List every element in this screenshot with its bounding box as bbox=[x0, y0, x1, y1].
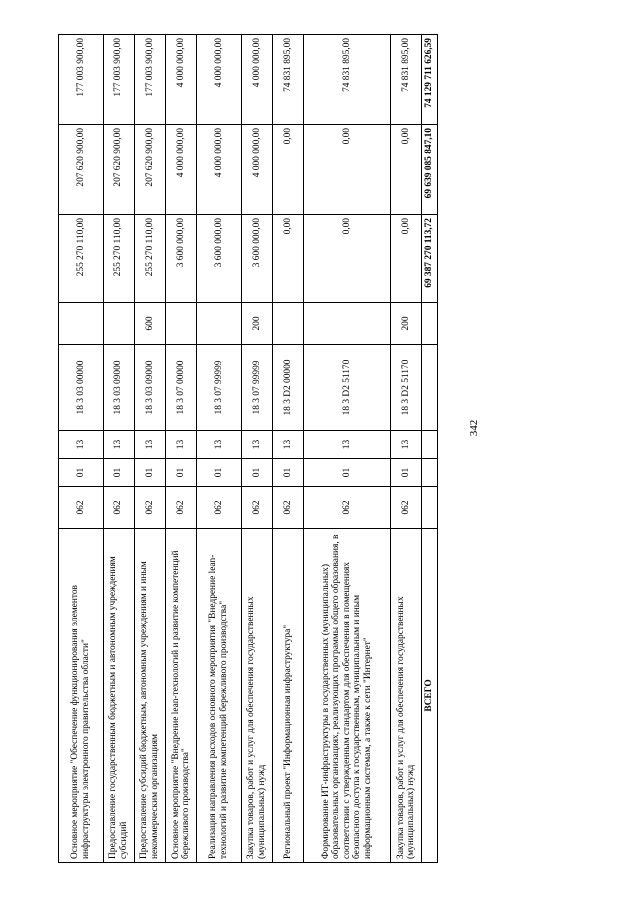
row-year2: 0,00 bbox=[272, 125, 303, 215]
total-year1: 69 387 270 113,72 bbox=[422, 215, 438, 303]
row-name: Реализация направления расходов основного мероприятия "Внедрение lean-технологий и развитие компетенций бережливого производства" bbox=[197, 529, 242, 863]
row-year3: 74 831 895,00 bbox=[391, 35, 422, 125]
row-year3: 177 003 900,00 bbox=[103, 35, 134, 125]
row-vr: 200 bbox=[391, 303, 422, 345]
row-name: Региональный проект "Информационная инфраструктура" bbox=[272, 529, 303, 863]
row-vr bbox=[304, 303, 391, 345]
row-pr: 13 bbox=[103, 431, 134, 459]
total-row bbox=[422, 35, 438, 863]
table-row bbox=[272, 35, 303, 863]
table-rotation-frame bbox=[58, 35, 438, 863]
row-year3: 74 831 895,00 bbox=[272, 35, 303, 125]
row-year2: 207 620 900,00 bbox=[103, 125, 134, 215]
row-grbs: 062 bbox=[197, 487, 242, 529]
total-blank-grbs bbox=[422, 487, 438, 529]
row-grbs: 062 bbox=[241, 487, 272, 529]
table-row bbox=[134, 35, 165, 863]
row-name: Предоставление субсидий бюджетным, автономным учреждениям и иным некоммерческим организациям bbox=[134, 529, 165, 863]
row-pr: 13 bbox=[391, 431, 422, 459]
table-row bbox=[391, 35, 422, 863]
total-label: ВСЕГО bbox=[422, 529, 438, 863]
row-vr bbox=[165, 303, 196, 345]
row-name: Основное мероприятие "Внедрение lean-технологий и развитие компетенций бережливого производства" bbox=[165, 529, 196, 863]
row-vr bbox=[272, 303, 303, 345]
row-year2: 207 620 900,00 bbox=[134, 125, 165, 215]
row-vr: 600 bbox=[134, 303, 165, 345]
row-year2: 207 620 900,00 bbox=[59, 125, 104, 215]
row-year3: 177 003 900,00 bbox=[134, 35, 165, 125]
row-year2: 4 000 000,00 bbox=[197, 125, 242, 215]
row-pr: 13 bbox=[272, 431, 303, 459]
row-year3: 4 000 000,00 bbox=[165, 35, 196, 125]
row-grbs: 062 bbox=[103, 487, 134, 529]
table-row bbox=[304, 35, 391, 863]
row-year3: 4 000 000,00 bbox=[241, 35, 272, 125]
table-row bbox=[59, 35, 104, 863]
row-rz: 01 bbox=[272, 459, 303, 487]
row-csr: 18 3 03 09000 bbox=[103, 345, 134, 431]
row-grbs: 062 bbox=[272, 487, 303, 529]
row-pr: 13 bbox=[59, 431, 104, 459]
row-name: Формирование ИТ-инфраструктуры в государственных (муниципальных) образовательных организациях, реализующих программы общего образования, в соответствии с утвержденным стандартом для обеспечения в помещениях безопасного доступа к государственным, муниципальным и иным информационным системам, а также к сети "Интернет" bbox=[304, 529, 391, 863]
row-vr: 200 bbox=[241, 303, 272, 345]
row-year1: 255 270 110,00 bbox=[59, 215, 104, 303]
row-vr bbox=[103, 303, 134, 345]
row-rz: 01 bbox=[241, 459, 272, 487]
row-rz: 01 bbox=[59, 459, 104, 487]
row-csr: 18 3 D2 00000 bbox=[272, 345, 303, 431]
row-csr: 18 3 07 99999 bbox=[241, 345, 272, 431]
row-year1: 3 600 000,00 bbox=[165, 215, 196, 303]
total-year2: 69 639 085 847,10 bbox=[422, 125, 438, 215]
table-body bbox=[59, 35, 438, 863]
row-year3: 4 000 000,00 bbox=[197, 35, 242, 125]
row-vr bbox=[197, 303, 242, 345]
row-year1: 0,00 bbox=[391, 215, 422, 303]
row-csr: 18 3 03 00000 bbox=[59, 345, 104, 431]
row-grbs: 062 bbox=[165, 487, 196, 529]
row-pr: 13 bbox=[165, 431, 196, 459]
total-blank-vr bbox=[422, 303, 438, 345]
row-year2: 4 000 000,00 bbox=[241, 125, 272, 215]
row-year1: 0,00 bbox=[304, 215, 391, 303]
row-rz: 01 bbox=[103, 459, 134, 487]
row-csr: 18 3 D2 51170 bbox=[304, 345, 391, 431]
total-blank-csr bbox=[422, 345, 438, 431]
row-year3: 177 003 900,00 bbox=[59, 35, 104, 125]
row-name: Основное мероприятие "Обеспечение функционирования элементов инфраструктуры электронного правительства области" bbox=[59, 529, 104, 863]
row-year3: 74 831 895,00 bbox=[304, 35, 391, 125]
row-csr: 18 3 07 00000 bbox=[165, 345, 196, 431]
table-row bbox=[165, 35, 196, 863]
row-name: Закупка товаров, работ и услуг для обеспечения государственных (муниципальных) нужд bbox=[391, 529, 422, 863]
row-year2: 0,00 bbox=[304, 125, 391, 215]
row-grbs: 062 bbox=[134, 487, 165, 529]
table-row bbox=[197, 35, 242, 863]
total-blank-rz bbox=[422, 459, 438, 487]
row-pr: 13 bbox=[304, 431, 391, 459]
row-pr: 13 bbox=[134, 431, 165, 459]
row-rz: 01 bbox=[134, 459, 165, 487]
row-grbs: 062 bbox=[59, 487, 104, 529]
row-rz: 01 bbox=[391, 459, 422, 487]
row-name: Предоставление государственным бюджетным и автономным учреждениям субсидий bbox=[103, 529, 134, 863]
row-vr bbox=[59, 303, 104, 345]
row-rz: 01 bbox=[197, 459, 242, 487]
row-year1: 0,00 bbox=[272, 215, 303, 303]
row-name: Закупка товаров, работ и услуг для обеспечения государственных (муниципальных) нужд bbox=[241, 529, 272, 863]
total-year3: 74 129 711 626,59 bbox=[422, 35, 438, 125]
row-year2: 0,00 bbox=[391, 125, 422, 215]
row-year1: 255 270 110,00 bbox=[134, 215, 165, 303]
row-pr: 13 bbox=[241, 431, 272, 459]
table-row bbox=[241, 35, 272, 863]
row-year2: 4 000 000,00 bbox=[165, 125, 196, 215]
row-rz: 01 bbox=[165, 459, 196, 487]
table-row bbox=[103, 35, 134, 863]
budget-table bbox=[58, 34, 438, 863]
row-csr: 18 3 07 99999 bbox=[197, 345, 242, 431]
row-grbs: 062 bbox=[391, 487, 422, 529]
row-rz: 01 bbox=[304, 459, 391, 487]
total-blank-pr bbox=[422, 431, 438, 459]
row-csr: 18 3 03 09000 bbox=[134, 345, 165, 431]
page-number: 342 bbox=[468, 419, 480, 437]
row-pr: 13 bbox=[197, 431, 242, 459]
row-year1: 255 270 110,00 bbox=[103, 215, 134, 303]
row-csr: 18 3 D2 51170 bbox=[391, 345, 422, 431]
row-year1: 3 600 000,00 bbox=[241, 215, 272, 303]
row-grbs: 062 bbox=[304, 487, 391, 529]
row-year1: 3 600 000,00 bbox=[197, 215, 242, 303]
